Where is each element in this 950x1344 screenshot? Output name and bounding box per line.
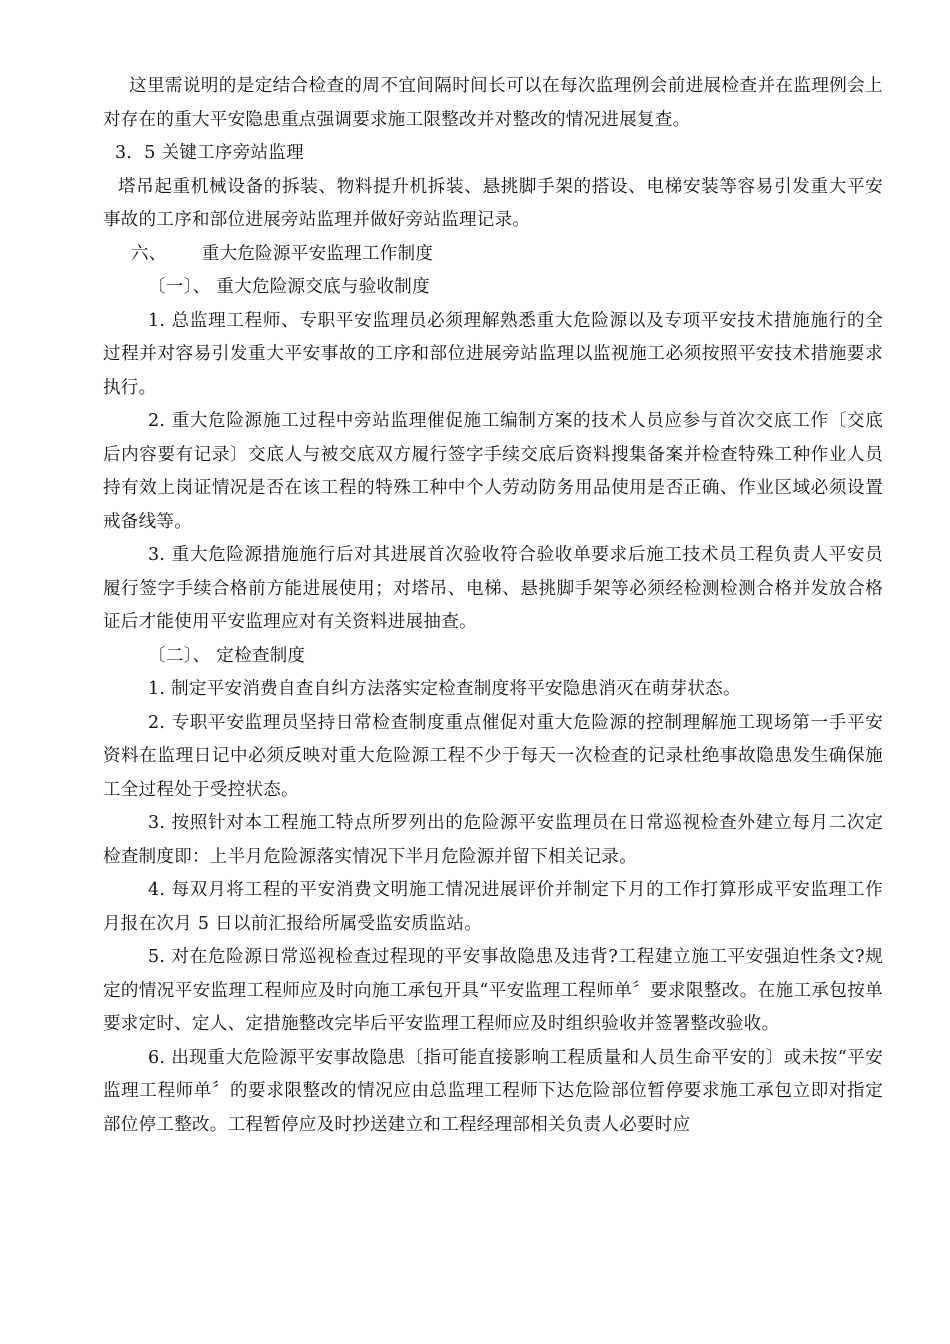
subsection-heading-2: 〔二〕、 定检查制度	[148, 645, 306, 666]
section-heading-6: 六、 重大危险源平安监理工作制度	[131, 243, 434, 264]
paragraph-item-1-1: 1. 总监理工程师、专职平安监理员必须理解熟悉重大危险源以及专项平安技术措施施行的全过程并对容易引发重大平安事故的工序和部位进展旁站监理以监视施工必须按照平安技术措施要求执行。	[103, 310, 883, 398]
paragraph-item-1-3: 3. 重大危险源措施施行后对其进展首次验收符合验收单要求后施工技术员工程负责人平安员履行签字手续合格前方能进展使用；对塔吊、电梯、悬挑脚手架等必须经检测检测合格并发放合格证后才能使用平安监理应对有关资料进展抽查。	[103, 545, 883, 632]
paragraph-intro-note: 这里需说明的是定结合检查的周不宜间隔时间长可以在每次监理例会前进展检查并在监理例会上对存在的重大平安隐患重点强调要求施工限整改并对整改的情况进展复查。	[103, 76, 883, 130]
paragraph-item-1-2: 2. 重大危险源施工过程中旁站监理催促施工编制方案的技术人员应参与首次交底工作〔交底后内容要有记录〕交底人与被交底双方履行签字手续交底后资料搜集备案并检查特殊工种作业人员持有效上岗证情况是否在该工程的特殊工种中个人劳动防务用品使用是否正确、作业区域必须设置戒备线等。	[103, 411, 883, 532]
paragraph-item-2-3: 3. 按照针对本工程施工特点所罗列出的危险源平安监理员在日常巡视检查外建立每月二次定检查制度即：上半月危险源落实情况下半月危险源并留下相关记录。	[103, 813, 883, 867]
paragraph-side-station: 塔吊起重机械设备的拆装、物料提升机拆装、悬挑脚手架的搭设、电梯安装等容易引发重大平安事故的工序和部位进展旁站监理并做好旁站监理记录。	[103, 176, 883, 230]
paragraph-item-2-6: 6. 出现重大危险源平安事故隐患〔指可能直接影响工程质量和人员生命平安的〕或未按“平安监理工程师单〞的要求限整改的情况应由总监理工程师下达危险部位暂停要求施工承包立即对指定部位停工整改。工程暂停应及时抄送建立和工程经理部相关负责人必要时应	[103, 1047, 883, 1135]
paragraph-item-2-2: 2. 专职平安监理员坚持日常检查制度重点催促对重大危险源的控制理解施工现场第一手平安资料在监理日记中必须反映对重大危险源工程不少于每天一次检查的记录杜绝事故隐患发生确保施工全过程处于受控状态。	[103, 712, 883, 800]
paragraph-item-2-1: 1. 制定平安消费自查自纠方法落实定检查制度将平安隐患消灭在萌芽状态。	[148, 679, 741, 699]
document-body	[103, 70, 883, 1142]
subsection-heading-1: 〔一〕、 重大危险源交底与验收制度	[148, 277, 430, 297]
paragraph-item-2-4: 4. 每双月将工程的平安消费文明施工情况进展评价并制定下月的工作打算形成平安监理工作月报在次月 5 日以前汇报给所属受监安质监站。	[103, 880, 883, 934]
section-heading-3-5: 3．5 关键工序旁站监理	[115, 143, 304, 163]
paragraph-item-2-5: 5. 对在危险源日常巡视检查过程现的平安事故隐患及违背?工程建立施工平安强迫性条文?规定的情况平安监理工程师应及时向施工承包开具“平安监理工程师单〞要求限整改。在施工承包按单要求定时、定人、定措施整改完毕后平安监理工程师应及时组织验收并签署整改验收。	[103, 947, 883, 1034]
